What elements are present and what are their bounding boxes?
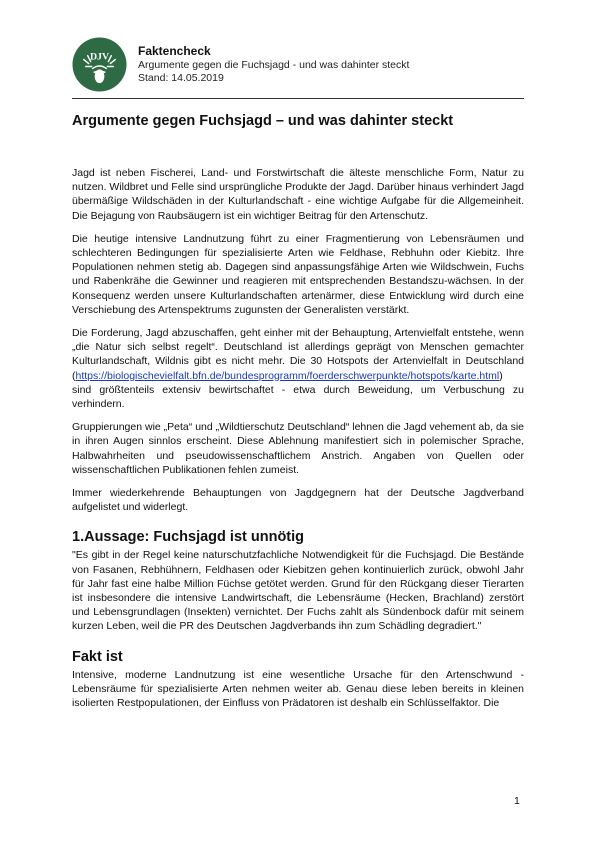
claim-quote: "Es gibt in der Regel keine naturschutzfachliche Notwendigkeit für die Fuchsjagd. Die Bestände von Fasanen, Rebhühnern, Feldhasen oder Kiebitzen gehen kontinuierlich zurück, obwohl Jahr für Jahr fast eine halbe Million Füchse getötet werden. Grund für den Rückgang dieser Tierarten ist insbesondere die intensive Landwirtschaft, die Lebensräume (Hecken, Brachland) zerstört und Lebensgrundlagen (Insekten) vernichtet. Der Fuchs zahlt als Sündenbock dafür mit seinem kurzen Leben, weil die PR des Deutschen Jagdverbands ihn zum Schädling degradiert."	[72, 549, 524, 633]
header-date: Stand: 14.05.2019	[138, 72, 224, 84]
djv-logo	[72, 37, 127, 92]
page-number: 1	[514, 795, 520, 807]
paragraph-hotspots	[72, 326, 524, 411]
paragraph-hotspots-text-after: ) sind größtenteils extensiv bewirtschaftet - etwa durch Beweidung, um Verbuschung zu verhindern.	[72, 369, 524, 411]
page-header	[72, 32, 524, 94]
paragraph-groups: Gruppierungen wie „Peta“ und „Wildtierschutz Deutschland“ lehnen die Jagd vehement ab, da sie in ihren Augen sinnlos erscheint. Diese Ablehnung manifestiert sich in polemischer Sprache, Halbwahrheiten und pseudowissenschaftlichem Anstrich. Angaben von Quellen oder wissenschaftlichen Publikationen fehlen zumeist.	[72, 421, 524, 476]
paragraph-hotspots-text-before: Die Forderung, Jagd abzuschaffen, geht einher mit der Behauptung, Artenvielfalt entstehe, wenn „die Natur sich selbst regelt“. Deutschland ist allerdings geprägt von Menschen gemachter Kulturlandschaft, Wildnis gibt es nicht mehr. Die 30 Hotspots der Artenvielfalt in Deutschland (	[72, 327, 524, 382]
paragraph-land-use: Die heutige intensive Landnutzung führt zu einer Fragmentierung von Lebensräumen und schlechteren Bedingungen für spezialisierte Arten wie Feldhase, Rebhuhn oder Kiebitz. Ihre Populationen nehmen stetig ab. Dagegen sind anpassungsfähige Arten wie Wildschwein, Fuchs und Rabenkrähe die Gewinner und reagieren mit entsprechenden Bestandszu-wächsen. In der Konsequenz werden unsere Kulturlandschaften artenärmer, diese Entwicklung wird durch eine Verschiebung des Artenspektrums zugunsten der Generalisten verstärkt.	[72, 232, 524, 316]
djv-logo-text: DJV	[89, 51, 110, 63]
header-subtitle: Argumente gegen die Fuchsjagd - und was dahinter steckt	[138, 59, 410, 71]
header-divider	[72, 98, 524, 99]
header-title: Faktencheck	[138, 44, 211, 58]
document-body	[72, 166, 524, 719]
section-heading-aussage-1: 1.Aussage: Fuchsjagd ist unnötig	[72, 529, 305, 546]
paragraph-intro: Jagd ist neben Fischerei, Land- und Forstwirtschaft die älteste menschliche Form, Natur zu nutzen. Wildbret und Felle sind ursprüngliche Produkte der Jagd. Darüber hinaus verhindert Jagd übermäßige Wildschäden in der Kulturlandschaft - eine wichtige Aufgabe für die Allgemeinheit. Die Bejagung von Raubsäugern ist ein wichtiger Beitrag für den Artenschutz.	[72, 167, 524, 222]
fact-paragraph: Intensive, moderne Landnutzung ist eine wesentliche Ursache für den Artenschwund - Lebensräume für spezialisierte Arten nehmen weiter ab. Genau diese leben bereits in kleinen isolierten Restpopulationen, der Einfluss von Prädatoren ist deshalb ein Schlüsselfaktor. Die	[72, 668, 524, 710]
header-text	[138, 44, 409, 85]
hotspots-link[interactable]: https://biologischevielfalt.bfn.de/bundesprogramm/foerderschwerpunkte/hotspots/karte.html	[75, 369, 500, 382]
paragraph-claims: Immer wiederkehrende Behauptungen von Jagdgegnern hat der Deutsche Jagdverband aufgelistet und widerlegt.	[72, 487, 524, 514]
document-title: Argumente gegen Fuchsjagd – und was dahinter steckt	[72, 113, 454, 129]
section-heading-fakt-ist: Fakt ist	[72, 648, 123, 665]
